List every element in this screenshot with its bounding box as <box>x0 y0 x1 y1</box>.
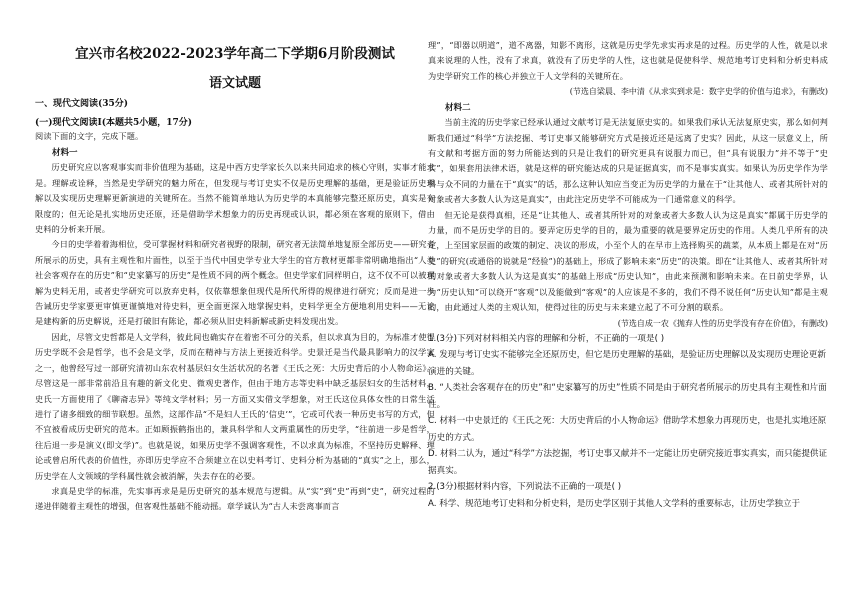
material-one-label: 材料一 <box>52 148 78 159</box>
right-paragraph: 当前主流的历史学家已经承认通过文献考订是无法复原史实的。如果我们承认无法复原史实，那么如何判断我们通过“科学”方法挖掘、考订史事又能够研究方式是接近还是远离了史实？因此，从这一层意义上，所有文献和考据方面的努力所能达到的只是让我们的研究更具有说服力而已，但“具有说服力”并不等于“史实”，如果套用法律术语，就是这样的研究能达成的只是证据真实，而不是事实真实。如果认为历史学作为学科与众不同的力量在于“真实”的话，那么这种认知应当变正为历史学的力量在于“让其他人、或者其所针对的对象或者大多数人认为这是真实”，由此注定历史学不可能成为一门通常意义的科学。 <box>428 117 828 205</box>
right-paragraph: 理”，“即器以明道”，道不离器，知影不离形，这就是历史学先求实再求是的过程。历史学的人性，就是以求真来说理的人性，没有了求真，就没有了历史学的人性，这也就是促使科学、规范地考订史料和分析史料成为史学研究工作的核心并独立于人文学科的关键所在。 <box>428 40 828 81</box>
left-paragraph: 求真是史学的标准，先实事再求是是历史研究的基本规范与逻辑。从“实”到“史”再到“史”，研究过程的递进伴随着主观性的增强，但客观性基础不能动摇。章学诚认为“古人未尝离事而言 <box>35 485 435 512</box>
question-one-option-a: A. 发现与考订史实不能够完全还原历史，但它是历史理解的基础，是验证历史理解以及实现历史理论更新演进的关键。 <box>428 350 826 377</box>
right-paragraph: 但无论是获得真相，还是“让其他人、或者其所针对的对象或者大多数人认为这是真实”都属于历史学的力量，而不是历史学的目的。要弄定历史学的目的，最为重要的就是要界定历史的作用。人类几乎所有的决定，上至国家层面的政策的制定、决议的形成，小至个人的在早市上选择购买的蔬菜，从本质上都是在对“历史”的研究(或通俗的说就是“经验”)的基础上，形成了影响未来“历史”的决策。即在“让其他人、或者其所针对的对象或者大多数人认为这是真实”的基础上形成“历史认知”，由此来预测和影响未来。在日前史学界，认为“历史认知”可以绕开“客观”以及能做到“客观”的人应该是不多的，我们不得不说任何“历史认知”都是主观的，由此通过人类的主观认知，使得过往的历史与未来建立起了不可分割的联系。 <box>428 209 828 313</box>
left-paragraph: 历史研究应以客观事实而非价值理为基础，这是中西方史学家长久以来共同追求的核心守则，实事才能求是。理解或诠释，当然是史学研究的魅力所在，但发现与考订史实不仅是历史理解的基础，更是验证历史理解以及实现历史理解更新演进的关键所在。当然不能简单地认为历史学的本真能够完整还原历史，真实是有限度的；但无论是扎实地历史还原，还是借助学术想象力的历史再现或认识，都必须在客观的原则下，借由史料的分析来开展。 <box>35 162 435 235</box>
question-one-option-b: B. “人类社会客观存在的历史”和“史家纂写的历史”性质不同是由于研究者所展示的历史具有主观性和片面性。 <box>428 383 827 410</box>
material-two-label: 材料二 <box>445 103 471 114</box>
page-title: 宜兴市名校2022-2023学年高二下学期6月阶段测试 <box>75 46 395 62</box>
left-paragraph: 今日的史学着着海相位，受可掌握材料和研究者视野的限制，研究者无法简单地复原全部历史——研究者所展示的历史，具有主观性和片面性，以至于当代中国史学专业大学生的官方教材更都非常明确地指出“人类社会客观存在的历史”和“史家纂写的历史”是性质不同的两个概念。但史学家们同样明白，这不仅不可以被理解为史料无用，或者史学研究可以放弃史料，仅依靠想象但现代是所代所得的规律进行研究；反而是进一步告诫历史学家要更审慎更谨慎地对待史料，更全面更深入地掌握史料，史料学更全方便地利用史料——无论是建构新的历史解说，还是打破旧有陈论，都必须从旧史料新解或新史料发现出发。 <box>35 239 435 327</box>
question-one-stem: 1.(3分)下列对材料相关内容的理解和分析，不正确的一项是( ) <box>428 333 665 344</box>
section-heading: 一、现代文阅读(35分) <box>35 99 129 109</box>
source-citation-two: (节选自成一农《抛弃人性的历史学没有存在价值》，有删改) <box>617 318 828 328</box>
right-column <box>428 0 828 512</box>
page-subtitle: 语文试题 <box>208 76 261 91</box>
left-column <box>35 0 435 515</box>
instruction-text: 阅读下面的文字，完成下题。 <box>35 131 144 141</box>
question-one-option-c: C. 材料一中史景迁的《王氏之死：大历史背后的小人物命运》借助学术想象力再现历史，也是扎实地还原历史的方式。 <box>428 416 827 443</box>
question-two-option-a: A. 科学、规范地考订史料和分析史料，是历史学区别于其他人文学科的重要标志，让历史学独立于 <box>428 498 801 509</box>
question-two-stem: 2.(3分)根据材料内容，下列说法不正确的一项是( ) <box>428 482 622 492</box>
source-citation-one: (节选自梁晨、李中清《从求实到求是：数字史学的价值与追求》，有删改) <box>569 87 828 97</box>
subsection-heading: (一)现代文阅读I(本题共5小题，17分) <box>35 118 193 128</box>
question-one-option-d: D. 材料二认为，通过“科学”方法挖掘，考订史事又献并不一定能让历史研究接近事实真实，而只能提供证据真实。 <box>428 449 828 476</box>
left-paragraph: 因此，尽管文史哲都是人文学科，彼此间也确实存在着密不可分的关系，但以求真为目的，为标准才使得历史学既不会是哲学，也不会是文学，反而在精神与方法上更接近科学。史景迁是当代最具影响力的汉学家之一，他曾经写过一部研究清初山东农村基层妇女生活状况的名著《王氏之死：大历史背后的小人物命运》。尽管这是一部非常前沿且有趣的新文化史、微观史著作，但由于地方志等史料中缺乏基层妇女的生活材料，史氏一方面使用了《聊斋志异》等纯文学材料；另一方面又实借文学想象，对王氏这位具体女性的日常生活进行了诸多细致的细节联想。虽然，这部作品“不是妇人王氏的‘信史’”，它或可代表一种历史书写的方式，但不宜被看成历史研究的范本。正如顾振鹤指出的，兼具科学和人文两重属性的历史学，“往前进一步是哲学，往后退一步是演义(即文学)”。也就是说，如果历史学不强调客观性，不以求真为标准，不坚持历史解释、理论或曾启所代表的价值性，亦即历史学应不合须建立在以史料考订、史料分析为基础的“真实”之上，那么，历史学在人文领域的学科属性就会被消解，失去存在的必要。 <box>35 331 435 481</box>
